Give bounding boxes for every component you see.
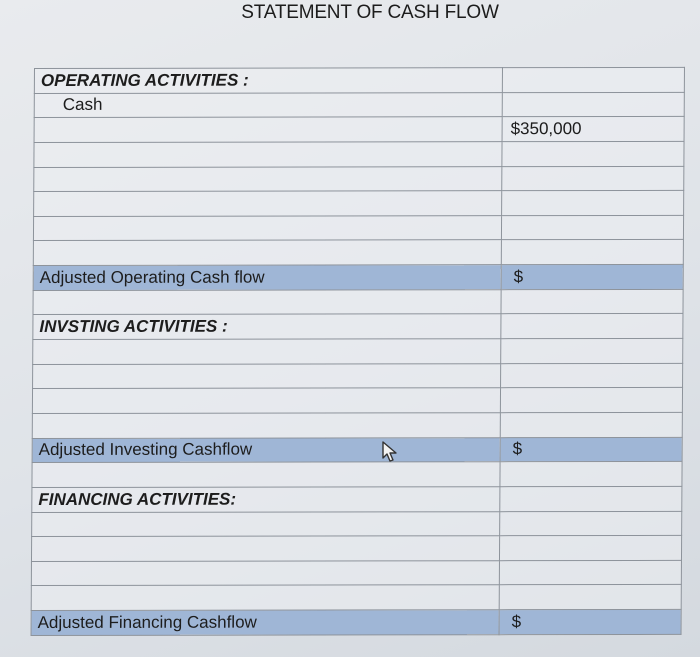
row-label-cell[interactable]: Adjusted Financing Cashflow (31, 610, 499, 636)
cash-flow-table-sheet (31, 67, 684, 636)
row-label-cell[interactable]: INVSTING ACTIVITIES : (33, 314, 501, 339)
row-label-cell[interactable] (33, 240, 501, 265)
row-value-cell[interactable] (499, 585, 681, 610)
row-label-cell[interactable] (32, 462, 500, 487)
row-value-cell[interactable] (500, 388, 682, 413)
row-label-cell[interactable] (34, 166, 502, 191)
table-row (34, 141, 684, 167)
row-value-cell[interactable]: $ (499, 609, 681, 634)
row-label-cell[interactable] (31, 536, 499, 561)
row-value-cell[interactable] (499, 560, 681, 585)
row-value-cell[interactable] (500, 412, 682, 437)
row-label-cell[interactable] (31, 585, 499, 610)
row-value-cell[interactable] (502, 67, 684, 92)
row-label-cell[interactable] (33, 339, 501, 364)
table-row (33, 215, 683, 241)
table-row (33, 338, 683, 364)
row-label-cell[interactable] (32, 413, 500, 438)
table-row (34, 166, 684, 192)
table-row (32, 511, 682, 537)
mouse-cursor-icon (381, 440, 403, 464)
row-label-cell[interactable]: FINANCING ACTIVITIES: (32, 487, 500, 512)
total-row (32, 437, 682, 463)
row-value-cell[interactable] (502, 141, 684, 166)
row-value-cell[interactable] (501, 240, 683, 265)
row-label-cell[interactable] (32, 511, 500, 536)
row-value-cell[interactable] (502, 166, 684, 191)
table-body (31, 67, 684, 635)
row-value-cell[interactable] (499, 536, 681, 561)
section-header-row (34, 67, 684, 93)
row-value-cell[interactable]: $ (500, 437, 682, 462)
row-value-cell[interactable] (502, 191, 684, 216)
row-value-cell[interactable] (501, 215, 683, 240)
row-value-cell[interactable]: $ (501, 264, 683, 289)
row-label-cell[interactable] (34, 142, 502, 167)
row-value-cell[interactable] (501, 289, 683, 314)
cash-flow-table (31, 67, 685, 636)
table-row (31, 585, 681, 611)
section-header-row (32, 486, 682, 512)
table-row (32, 388, 682, 414)
total-row (31, 609, 681, 635)
table-row (31, 536, 681, 562)
row-value-cell[interactable] (500, 486, 682, 511)
row-value-cell[interactable] (501, 363, 683, 388)
table-row (33, 289, 683, 315)
table-row (34, 92, 684, 118)
row-label-cell[interactable] (31, 561, 499, 586)
table-row (33, 240, 683, 266)
table-row (32, 412, 682, 438)
row-label-cell[interactable]: OPERATING ACTIVITIES : (34, 68, 502, 93)
table-row (34, 191, 684, 217)
page-title: STATEMENT OF CASH FLOW (241, 2, 499, 23)
row-label-cell[interactable] (34, 191, 502, 216)
row-label-cell[interactable]: Adjusted Operating Cash flow (33, 265, 501, 290)
total-row (33, 264, 683, 290)
row-value-cell[interactable] (501, 338, 683, 363)
row-label-cell[interactable] (34, 117, 502, 142)
row-value-cell[interactable]: $350,000 (502, 117, 684, 142)
row-label-cell[interactable] (32, 388, 500, 413)
table-row (31, 560, 681, 586)
row-label-cell[interactable] (33, 363, 501, 388)
row-value-cell[interactable] (500, 511, 682, 536)
table-row (33, 363, 683, 389)
row-value-cell[interactable] (502, 92, 684, 117)
row-value-cell[interactable] (501, 314, 683, 339)
row-value-cell[interactable] (500, 462, 682, 487)
row-label-cell[interactable] (33, 216, 501, 241)
row-label-cell[interactable] (33, 289, 501, 314)
table-row (32, 462, 682, 488)
row-label-cell[interactable]: Cash (34, 92, 502, 117)
section-header-row (33, 314, 683, 340)
table-row (34, 117, 684, 143)
row-label-cell[interactable]: Adjusted Investing Cashflow (32, 437, 500, 462)
